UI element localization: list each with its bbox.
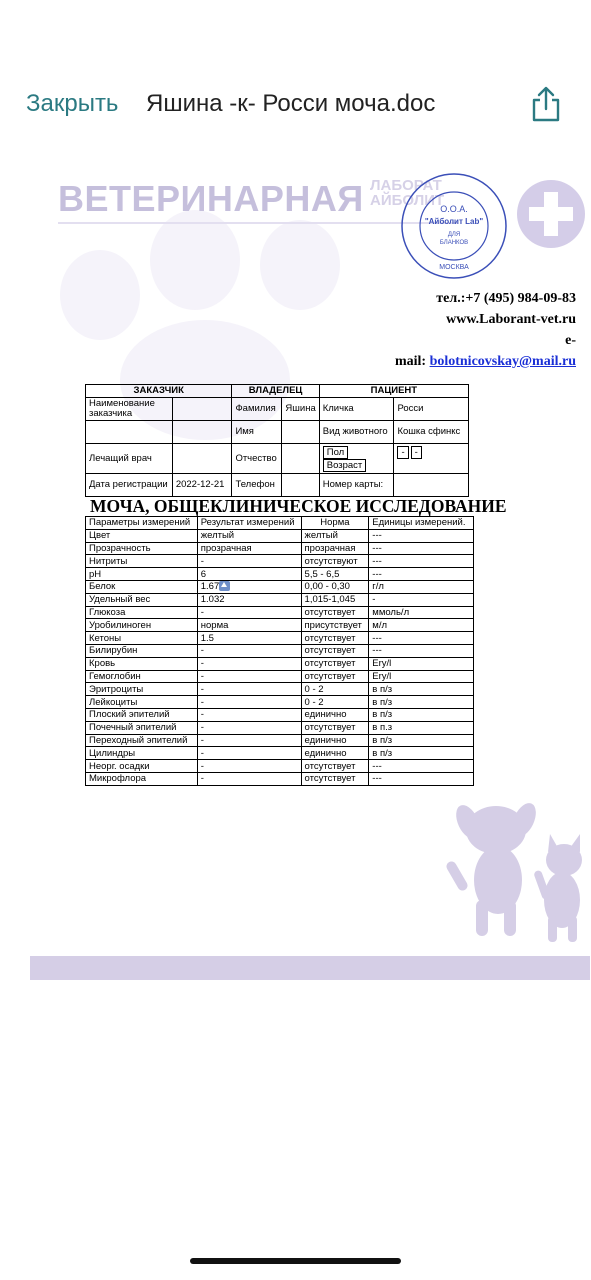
param-cell <box>86 683 198 696</box>
param-cell <box>86 606 198 619</box>
watermark-divider <box>58 222 458 224</box>
table-row <box>86 555 474 568</box>
result-cell <box>197 619 301 632</box>
reg-date-value: 2022-12-21 <box>172 474 232 497</box>
norm-cell <box>301 555 369 568</box>
customer-name-label: Наименование заказчика <box>86 398 173 421</box>
unit-cell-text: в п/з <box>372 683 393 695</box>
norm-cell <box>301 657 369 670</box>
table-row <box>86 772 474 785</box>
norm-cell-text: единично <box>304 709 347 721</box>
unit-cell-text: --- <box>372 530 382 542</box>
column-header: Результат измерений <box>197 517 301 530</box>
table-row <box>86 580 474 593</box>
watermark-sub-line: АЙБОЛИТ <box>370 192 445 209</box>
result-cell <box>197 696 301 709</box>
unit-cell <box>369 542 474 555</box>
watermark-sub-line: ЛАБОРАТ <box>370 177 442 194</box>
owner-surname-value: Яшина <box>282 398 319 421</box>
param-cell-text: Цилиндры <box>89 747 136 759</box>
reg-date-label: Дата регистрации <box>86 474 173 497</box>
table-row <box>86 670 474 683</box>
owner-surname-label: Фамилия <box>232 398 282 421</box>
sex-age-values <box>394 444 469 474</box>
footer-band <box>30 956 590 980</box>
norm-cell <box>301 632 369 645</box>
norm-cell-text: 5,5 - 6,5 <box>304 568 340 580</box>
species-label: Вид животного <box>319 421 394 444</box>
document-page[interactable] <box>30 150 590 980</box>
pet-name-value: Росси <box>394 398 469 421</box>
table-row <box>86 760 474 773</box>
stamp-line: "Айболит Lab" <box>424 217 484 226</box>
result-cell-text: 1.032 <box>200 594 225 606</box>
customer-name-value <box>172 398 232 421</box>
unit-cell <box>369 529 474 542</box>
result-cell <box>197 760 301 773</box>
result-cell-text: - <box>200 722 204 734</box>
paw-watermark <box>150 210 240 310</box>
param-cell <box>86 696 198 709</box>
unit-cell <box>369 593 474 606</box>
unit-cell <box>369 555 474 568</box>
result-cell-text: - <box>200 709 204 721</box>
result-cell <box>197 721 301 734</box>
param-cell <box>86 529 198 542</box>
param-cell-text: Белок <box>89 581 116 593</box>
owner-name-label: Имя <box>232 421 282 444</box>
pets-silhouette-icon <box>444 790 590 950</box>
stamp-line: МОСКВА <box>439 264 469 271</box>
phone-label: Телефон <box>232 474 282 497</box>
result-cell-text: - <box>200 683 204 695</box>
result-cell-text: - <box>200 696 204 708</box>
norm-cell-text: присутствует <box>304 619 362 631</box>
result-cell <box>197 632 301 645</box>
unit-cell <box>369 747 474 760</box>
norm-cell-text: желтый <box>304 530 338 542</box>
unit-cell <box>369 721 474 734</box>
param-cell <box>86 708 198 721</box>
unit-cell <box>369 670 474 683</box>
param-cell-text: Билирубин <box>89 645 138 657</box>
norm-cell-text: единично <box>304 747 347 759</box>
share-icon <box>526 84 566 124</box>
param-cell-text: Почечный эпителий <box>89 722 177 734</box>
norm-cell <box>301 760 369 773</box>
param-cell <box>86 772 198 785</box>
table-row <box>86 734 474 747</box>
patronymic-value <box>282 444 319 474</box>
unit-cell <box>369 606 474 619</box>
result-cell-text: - <box>200 670 204 682</box>
table-row <box>86 708 474 721</box>
param-cell <box>86 734 198 747</box>
email-link[interactable]: bolotnicovskay@mail.ru <box>429 354 576 369</box>
unit-cell-text: --- <box>372 760 382 772</box>
stamp-seal <box>400 172 508 280</box>
unit-cell <box>369 580 474 593</box>
param-cell-text: Неорг. осадки <box>89 760 150 772</box>
table-row <box>86 747 474 760</box>
result-cell <box>197 708 301 721</box>
norm-cell-text: отсутствуют <box>304 555 358 567</box>
table-row <box>86 644 474 657</box>
param-cell <box>86 568 198 581</box>
unit-cell-text: м/л <box>372 619 388 631</box>
result-cell-text: прозрачная <box>200 542 252 554</box>
table-row <box>86 619 474 632</box>
param-cell <box>86 593 198 606</box>
norm-cell <box>301 747 369 760</box>
unit-cell-text: в п.з <box>372 722 393 734</box>
unit-cell <box>369 772 474 785</box>
result-cell-text: - <box>200 760 204 772</box>
doctor-value <box>172 444 232 474</box>
result-cell <box>197 568 301 581</box>
result-cell-text: - <box>200 734 204 746</box>
param-cell <box>86 657 198 670</box>
norm-cell <box>301 568 369 581</box>
unit-cell-text: --- <box>372 632 382 644</box>
param-cell-text: Кетоны <box>89 632 122 644</box>
medical-cross-icon <box>517 180 585 248</box>
unit-cell-text: - <box>372 594 376 606</box>
norm-cell <box>301 593 369 606</box>
param-cell-text: Переходный эпителий <box>89 734 188 746</box>
param-cell-text: Уробилиноген <box>89 619 152 631</box>
param-cell <box>86 542 198 555</box>
column-header: Единицы измерений. <box>369 517 474 530</box>
param-cell <box>86 747 198 760</box>
result-cell-text: - <box>200 773 204 785</box>
age-label: Возраст <box>323 459 367 472</box>
unit-cell <box>369 696 474 709</box>
owner-name-value <box>282 421 319 444</box>
phone-value <box>282 474 319 497</box>
watermark-title: ВЕТЕРИНАРНАЯ <box>58 178 364 219</box>
result-cell <box>197 683 301 696</box>
pet-name-label: Кличка <box>319 398 394 421</box>
header-customer: ЗАКАЗЧИК <box>86 385 232 398</box>
norm-cell <box>301 542 369 555</box>
age-value: - <box>411 446 422 459</box>
param-cell-text: Плоский эпителий <box>89 709 170 721</box>
contacts-block <box>316 288 576 372</box>
norm-cell <box>301 696 369 709</box>
unit-cell-text: --- <box>372 645 382 657</box>
home-indicator[interactable] <box>190 1258 401 1264</box>
param-cell <box>86 760 198 773</box>
norm-cell <box>301 708 369 721</box>
sex-value: - <box>397 446 408 459</box>
sex-label: Пол <box>323 446 348 459</box>
result-cell <box>197 555 301 568</box>
norm-cell-text: 0 - 2 <box>304 683 324 695</box>
top-bar <box>0 80 591 130</box>
result-cell-text: - <box>200 658 204 670</box>
header-patient: ПАЦИЕНТ <box>319 385 468 398</box>
unit-cell-text: --- <box>372 773 382 785</box>
contact-email-label: mail: <box>394 354 427 369</box>
norm-cell-text: отсутствует <box>304 670 356 682</box>
param-cell-text: Кровь <box>89 658 116 670</box>
param-cell-text: Лейкоциты <box>89 696 138 708</box>
stamp-line: БЛАНКОВ <box>439 240 469 246</box>
table-row <box>86 696 474 709</box>
stamp-line: О.О.А. <box>440 204 468 214</box>
column-header: Параметры измерений <box>86 517 198 530</box>
result-cell <box>197 657 301 670</box>
unit-cell <box>369 644 474 657</box>
param-cell <box>86 670 198 683</box>
unit-cell <box>369 683 474 696</box>
result-cell <box>197 644 301 657</box>
result-cell-text: норма <box>200 619 229 631</box>
norm-cell-text: отсутствует <box>304 658 356 670</box>
analysis-heading: МОЧА, ОБЩЕКЛИНИЧЕСКОЕ ИССЛЕДОВАНИЕ <box>90 496 507 516</box>
param-cell-text: pH <box>89 568 102 580</box>
unit-cell-text: Ery/l <box>372 670 392 682</box>
stamp-line: ДЛЯ <box>447 232 461 238</box>
norm-cell-text: отсутствует <box>304 722 356 734</box>
unit-cell <box>369 734 474 747</box>
param-cell <box>86 555 198 568</box>
unit-cell-text: в п/з <box>372 747 393 759</box>
table-row <box>86 632 474 645</box>
unit-cell <box>369 657 474 670</box>
doctor-label: Лечащий врач <box>86 444 173 474</box>
norm-cell-text: отсутствует <box>304 632 356 644</box>
result-cell-text: желтый <box>200 530 235 542</box>
unit-cell-text: --- <box>372 568 382 580</box>
close-button[interactable]: Закрыть <box>26 90 119 117</box>
norm-cell <box>301 619 369 632</box>
param-cell-text: Прозрачность <box>89 542 151 554</box>
norm-cell <box>301 772 369 785</box>
norm-cell <box>301 734 369 747</box>
document-title: Яшина -к- Росси моча.doc <box>146 90 436 117</box>
norm-cell-text: прозрачная <box>304 542 356 554</box>
unit-cell-text: в п/з <box>372 696 393 708</box>
norm-cell <box>301 606 369 619</box>
param-cell-text: Цвет <box>89 530 111 542</box>
unit-cell-text: --- <box>372 542 382 554</box>
norm-cell-text: отсутствует <box>304 773 356 785</box>
norm-cell <box>301 721 369 734</box>
unit-cell <box>369 760 474 773</box>
paw-watermark <box>60 250 140 340</box>
unit-cell <box>369 632 474 645</box>
patronymic-label: Отчество <box>232 444 282 474</box>
norm-cell <box>301 644 369 657</box>
species-value: Кошка сфинкс <box>394 421 469 444</box>
result-cell <box>197 529 301 542</box>
result-cell <box>197 747 301 760</box>
param-cell <box>86 632 198 645</box>
result-cell <box>197 772 301 785</box>
result-cell-text: - <box>200 606 204 618</box>
table-row <box>86 606 474 619</box>
table-row <box>86 529 474 542</box>
result-cell-text: - <box>200 747 204 759</box>
norm-cell-text: отсутствует <box>304 760 356 772</box>
result-cell <box>197 670 301 683</box>
param-cell-text: Глюкоза <box>89 606 126 618</box>
result-cell <box>197 542 301 555</box>
unit-cell <box>369 568 474 581</box>
param-cell-text: Нитриты <box>89 555 128 567</box>
norm-cell-text: отсутствует <box>304 645 356 657</box>
unit-cell-text: г/л <box>372 581 384 593</box>
param-cell <box>86 580 198 593</box>
result-cell <box>197 606 301 619</box>
norm-cell <box>301 580 369 593</box>
result-cell <box>197 580 301 593</box>
result-cell-text: 6 <box>200 568 207 580</box>
sex-age-cell <box>319 444 394 474</box>
norm-cell <box>301 529 369 542</box>
unit-cell-text: --- <box>372 555 382 567</box>
norm-cell <box>301 683 369 696</box>
param-cell <box>86 644 198 657</box>
share-button[interactable] <box>526 84 566 124</box>
unit-cell-text: в п/з <box>372 734 393 746</box>
card-value <box>394 474 469 497</box>
norm-cell-text: 0,00 - 0,30 <box>304 581 350 593</box>
norm-cell-text: единично <box>304 734 347 746</box>
contact-email-line <box>316 351 576 372</box>
table-row <box>86 593 474 606</box>
header-owner: ВЛАДЕЛЕЦ <box>232 385 319 398</box>
client-table <box>85 384 469 497</box>
unit-cell-text: ммоль/л <box>372 606 410 618</box>
param-cell-text: Эритроциты <box>89 683 144 695</box>
contact-site: www.Laborant-vet.ru <box>446 312 576 327</box>
result-cell <box>197 734 301 747</box>
table-row <box>86 721 474 734</box>
param-cell-text: Удельный вес <box>89 594 151 606</box>
unit-cell <box>369 619 474 632</box>
norm-cell-text: 1,015-1,045 <box>304 594 356 606</box>
column-header: Норма <box>301 517 369 530</box>
norm-cell <box>301 670 369 683</box>
param-cell-text: Гемоглобин <box>89 670 141 682</box>
param-cell <box>86 619 198 632</box>
result-cell <box>197 593 301 606</box>
result-cell-text: 1.5 <box>200 632 214 644</box>
norm-cell-text: отсутствует <box>304 606 356 618</box>
unit-cell-text: в п/з <box>372 709 393 721</box>
result-cell-text: 1.67 <box>200 581 220 593</box>
unit-cell-text: Ery/l <box>372 658 392 670</box>
result-cell-text: - <box>200 645 204 657</box>
up-arrow-icon <box>219 581 230 591</box>
card-label: Номер карты: <box>319 474 394 497</box>
table-row <box>86 542 474 555</box>
table-row <box>86 683 474 696</box>
contact-email-prefix: e- <box>565 333 576 348</box>
result-cell-text: - <box>200 555 204 567</box>
table-row <box>86 657 474 670</box>
empty-cell <box>172 421 232 444</box>
unit-cell <box>369 708 474 721</box>
contact-phone: тел.:+7 (495) 984-09-83 <box>436 291 576 306</box>
norm-cell-text: 0 - 2 <box>304 696 324 708</box>
param-cell-text: Микрофлора <box>89 773 147 785</box>
param-cell <box>86 721 198 734</box>
results-table <box>85 516 474 786</box>
empty-cell <box>86 421 173 444</box>
table-row <box>86 568 474 581</box>
